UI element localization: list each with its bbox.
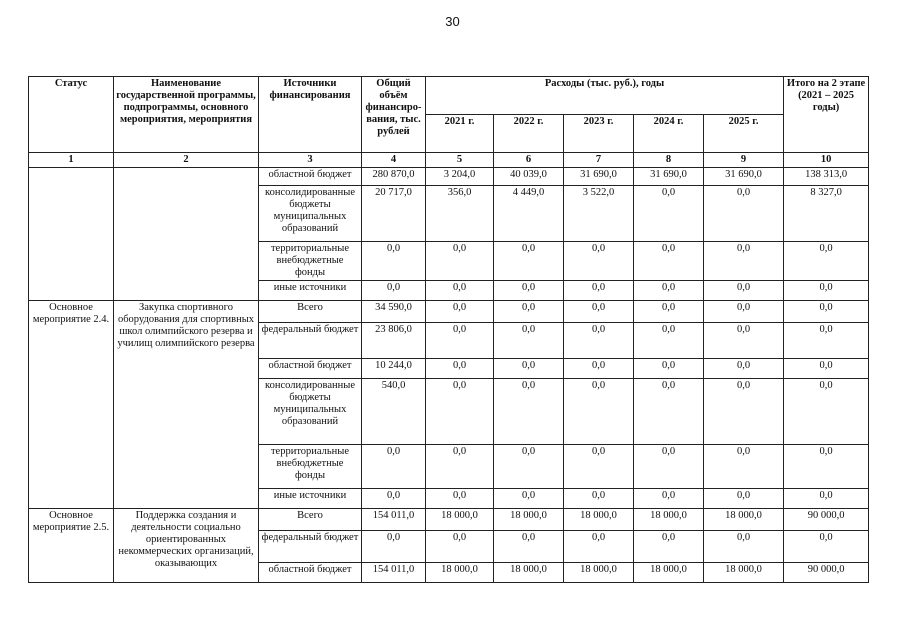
amount-cell: 0,0 bbox=[704, 242, 784, 281]
amount-cell: 0,0 bbox=[784, 445, 869, 489]
amount-cell: 18 000,0 bbox=[564, 563, 634, 583]
header-name: Наименование государственной программы, подпрограммы, основного мероприятия, мероприятия bbox=[114, 77, 259, 153]
amount-cell: 18 000,0 bbox=[494, 509, 564, 531]
amount-cell: 0,0 bbox=[634, 379, 704, 445]
amount-cell: 0,0 bbox=[426, 301, 494, 323]
header-year: 2025 г. bbox=[704, 115, 784, 153]
amount-cell: 4 449,0 bbox=[494, 186, 564, 242]
amount-cell: 0,0 bbox=[634, 489, 704, 509]
funding-source-cell: федеральный бюджет bbox=[259, 323, 362, 359]
amount-cell: 8 327,0 bbox=[784, 186, 869, 242]
header-total: Общий объём финансиро-вания, тыс. рублей bbox=[362, 77, 426, 153]
amount-cell: 0,0 bbox=[634, 445, 704, 489]
amount-cell: 0,0 bbox=[634, 323, 704, 359]
funding-source-cell: иные источники bbox=[259, 281, 362, 301]
header-year: 2022 г. bbox=[494, 115, 564, 153]
table-row bbox=[29, 509, 869, 531]
amount-cell: 0,0 bbox=[362, 242, 426, 281]
amount-cell: 0,0 bbox=[704, 323, 784, 359]
status-cell: Основное мероприятие 2.4. bbox=[29, 301, 114, 509]
funding-source-cell: федеральный бюджет bbox=[259, 531, 362, 563]
amount-cell: 34 590,0 bbox=[362, 301, 426, 323]
amount-cell: 0,0 bbox=[784, 359, 869, 379]
amount-cell: 23 806,0 bbox=[362, 323, 426, 359]
amount-cell: 0,0 bbox=[634, 301, 704, 323]
amount-cell: 0,0 bbox=[704, 186, 784, 242]
amount-cell: 0,0 bbox=[634, 531, 704, 563]
amount-cell: 0,0 bbox=[784, 301, 869, 323]
header-expenses: Расходы (тыс. руб.), годы bbox=[426, 77, 784, 115]
amount-cell: 0,0 bbox=[494, 323, 564, 359]
amount-cell: 0,0 bbox=[564, 379, 634, 445]
funding-source-cell: Всего bbox=[259, 509, 362, 531]
amount-cell: 0,0 bbox=[564, 445, 634, 489]
header-stage-total: Итого на 2 этапе (2021 – 2025 годы) bbox=[784, 77, 869, 153]
funding-source-cell: областной бюджет bbox=[259, 168, 362, 186]
column-number: 1 bbox=[29, 153, 114, 168]
column-number: 6 bbox=[494, 153, 564, 168]
amount-cell: 0,0 bbox=[494, 489, 564, 509]
amount-cell: 154 011,0 bbox=[362, 563, 426, 583]
amount-cell: 0,0 bbox=[704, 359, 784, 379]
amount-cell: 3 204,0 bbox=[426, 168, 494, 186]
funding-source-cell: областной бюджет bbox=[259, 359, 362, 379]
funding-source-cell: консолидированные бюджеты муниципальных образований bbox=[259, 379, 362, 445]
amount-cell: 0,0 bbox=[426, 445, 494, 489]
amount-cell: 18 000,0 bbox=[704, 509, 784, 531]
amount-cell: 40 039,0 bbox=[494, 168, 564, 186]
page-number: 30 bbox=[445, 14, 460, 29]
amount-cell: 540,0 bbox=[362, 379, 426, 445]
amount-cell: 0,0 bbox=[494, 281, 564, 301]
amount-cell: 0,0 bbox=[784, 281, 869, 301]
header-year: 2023 г. bbox=[564, 115, 634, 153]
amount-cell: 3 522,0 bbox=[564, 186, 634, 242]
amount-cell: 90 000,0 bbox=[784, 563, 869, 583]
column-number: 7 bbox=[564, 153, 634, 168]
amount-cell: 0,0 bbox=[426, 379, 494, 445]
amount-cell: 18 000,0 bbox=[704, 563, 784, 583]
amount-cell: 20 717,0 bbox=[362, 186, 426, 242]
amount-cell: 0,0 bbox=[564, 531, 634, 563]
amount-cell: 0,0 bbox=[426, 281, 494, 301]
funding-source-cell: территориальные внебюджетные фонды bbox=[259, 242, 362, 281]
amount-cell: 0,0 bbox=[784, 489, 869, 509]
status-cell: Основное мероприятие 2.5. bbox=[29, 509, 114, 583]
amount-cell: 0,0 bbox=[634, 359, 704, 379]
column-number-row bbox=[29, 153, 869, 168]
amount-cell: 18 000,0 bbox=[564, 509, 634, 531]
table-row bbox=[29, 301, 869, 323]
column-number: 2 bbox=[114, 153, 259, 168]
amount-cell: 18 000,0 bbox=[494, 563, 564, 583]
amount-cell: 0,0 bbox=[564, 281, 634, 301]
amount-cell: 0,0 bbox=[564, 359, 634, 379]
activity-name-cell bbox=[114, 168, 259, 301]
amount-cell: 31 690,0 bbox=[634, 168, 704, 186]
column-number: 10 bbox=[784, 153, 869, 168]
amount-cell: 0,0 bbox=[494, 359, 564, 379]
amount-cell: 0,0 bbox=[362, 489, 426, 509]
amount-cell: 0,0 bbox=[426, 323, 494, 359]
amount-cell: 0,0 bbox=[634, 242, 704, 281]
amount-cell: 0,0 bbox=[494, 301, 564, 323]
amount-cell: 0,0 bbox=[426, 242, 494, 281]
amount-cell: 0,0 bbox=[362, 445, 426, 489]
amount-cell: 0,0 bbox=[704, 445, 784, 489]
column-number: 4 bbox=[362, 153, 426, 168]
budget-table bbox=[28, 76, 869, 583]
funding-source-cell: Всего bbox=[259, 301, 362, 323]
amount-cell: 31 690,0 bbox=[564, 168, 634, 186]
amount-cell: 0,0 bbox=[704, 379, 784, 445]
amount-cell: 0,0 bbox=[362, 281, 426, 301]
funding-source-cell: иные источники bbox=[259, 489, 362, 509]
amount-cell: 0,0 bbox=[704, 281, 784, 301]
amount-cell: 0,0 bbox=[634, 186, 704, 242]
amount-cell: 0,0 bbox=[426, 531, 494, 563]
amount-cell: 0,0 bbox=[784, 242, 869, 281]
funding-source-cell: областной бюджет bbox=[259, 563, 362, 583]
amount-cell: 0,0 bbox=[494, 242, 564, 281]
header-year: 2024 г. bbox=[634, 115, 704, 153]
amount-cell: 0,0 bbox=[704, 531, 784, 563]
column-number: 9 bbox=[704, 153, 784, 168]
amount-cell: 0,0 bbox=[362, 531, 426, 563]
amount-cell: 0,0 bbox=[564, 489, 634, 509]
amount-cell: 0,0 bbox=[494, 379, 564, 445]
amount-cell: 0,0 bbox=[564, 301, 634, 323]
amount-cell: 18 000,0 bbox=[634, 563, 704, 583]
amount-cell: 154 011,0 bbox=[362, 509, 426, 531]
amount-cell: 0,0 bbox=[784, 379, 869, 445]
amount-cell: 90 000,0 bbox=[784, 509, 869, 531]
amount-cell: 18 000,0 bbox=[426, 563, 494, 583]
funding-source-cell: консолидированные бюджеты муниципальных образований bbox=[259, 186, 362, 242]
amount-cell: 280 870,0 bbox=[362, 168, 426, 186]
amount-cell: 356,0 bbox=[426, 186, 494, 242]
amount-cell: 0,0 bbox=[704, 301, 784, 323]
amount-cell: 0,0 bbox=[494, 445, 564, 489]
amount-cell: 0,0 bbox=[564, 323, 634, 359]
amount-cell: 0,0 bbox=[426, 359, 494, 379]
column-number: 5 bbox=[426, 153, 494, 168]
amount-cell: 0,0 bbox=[634, 281, 704, 301]
funding-source-cell: территориальные внебюджетные фонды bbox=[259, 445, 362, 489]
column-number: 3 bbox=[259, 153, 362, 168]
amount-cell: 0,0 bbox=[494, 531, 564, 563]
amount-cell: 0,0 bbox=[784, 323, 869, 359]
header-sources: Источники финансирования bbox=[259, 77, 362, 153]
table-row bbox=[29, 168, 869, 186]
amount-cell: 0,0 bbox=[426, 489, 494, 509]
amount-cell: 10 244,0 bbox=[362, 359, 426, 379]
amount-cell: 0,0 bbox=[704, 489, 784, 509]
amount-cell: 138 313,0 bbox=[784, 168, 869, 186]
status-cell bbox=[29, 168, 114, 301]
header-year: 2021 г. bbox=[426, 115, 494, 153]
header-status: Статус bbox=[29, 77, 114, 153]
amount-cell: 31 690,0 bbox=[704, 168, 784, 186]
activity-name-cell: Закупка спортивного оборудования для спортивных школ олимпийского резерва и училищ олимпийского резерва bbox=[114, 301, 259, 509]
activity-name-cell: Поддержка создания и деятельности социально ориентированных некоммерческих организаций, оказывающих bbox=[114, 509, 259, 583]
amount-cell: 18 000,0 bbox=[634, 509, 704, 531]
column-number: 8 bbox=[634, 153, 704, 168]
amount-cell: 0,0 bbox=[564, 242, 634, 281]
amount-cell: 0,0 bbox=[784, 531, 869, 563]
amount-cell: 18 000,0 bbox=[426, 509, 494, 531]
